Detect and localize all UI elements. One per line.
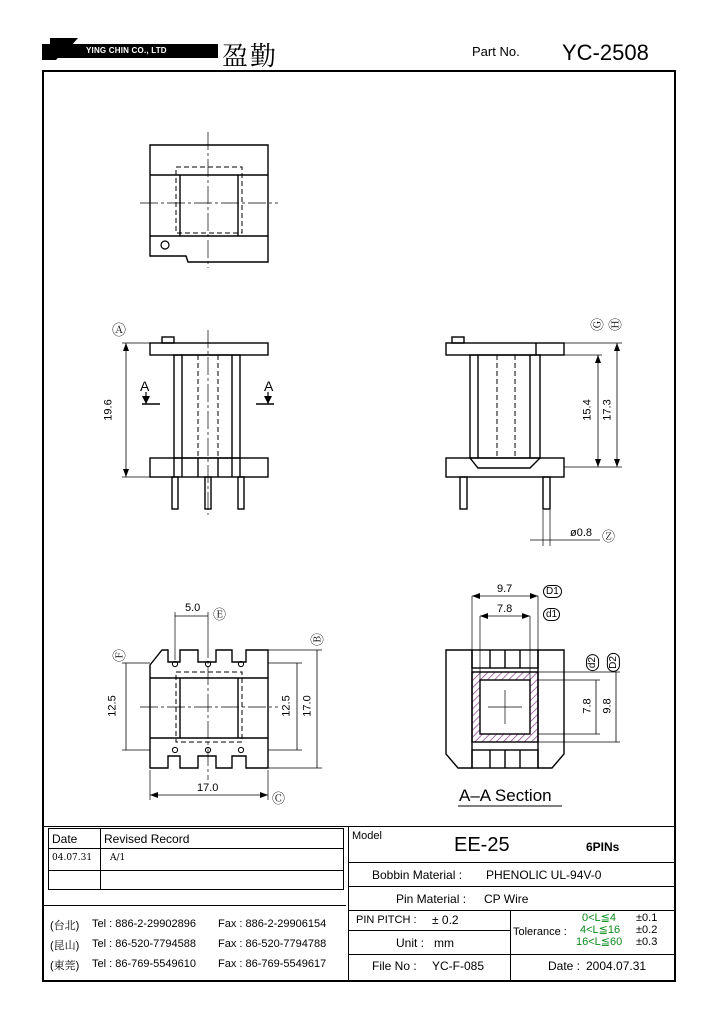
bobbin-material-label: Bobbin Material : bbox=[372, 868, 463, 882]
unit-value: mm bbox=[434, 936, 454, 950]
revision-record-header: Revised Record bbox=[104, 832, 190, 846]
pin-material-label: Pin Material : bbox=[396, 892, 467, 906]
mark-d2-lower: d2 bbox=[586, 654, 599, 671]
dim-17-0-horizontal: 17.0 bbox=[197, 782, 219, 794]
date-label: Date : bbox=[548, 959, 581, 973]
unit-label: Unit : bbox=[396, 936, 425, 950]
company-name-en: YING CHIN CO., LTD bbox=[48, 44, 218, 58]
mark-e: Ⓔ bbox=[213, 607, 227, 622]
contact-taipei-fax: Fax : 886-2-29906154 bbox=[218, 918, 327, 930]
pin-material: CP Wire bbox=[484, 892, 529, 906]
mark-d2-upper: D2 bbox=[607, 653, 620, 672]
mark-f: Ⓕ bbox=[112, 648, 128, 663]
dim-7-8-vertical: 7.8 bbox=[581, 698, 594, 714]
tolerance-range-1: 0<L≦4 bbox=[582, 912, 616, 924]
tolerance-value-3: ±0.3 bbox=[636, 936, 658, 948]
tolerance-value-2: ±0.2 bbox=[636, 924, 658, 936]
part-number: YC-2508 bbox=[562, 40, 649, 65]
section-arrow-left: A bbox=[140, 378, 150, 394]
dim-9-7: 9.7 bbox=[497, 583, 513, 595]
dim-17-3: 17.3 bbox=[601, 399, 614, 421]
revision-date-header: Date bbox=[52, 832, 78, 846]
tolerance-range-2: 4<L≦16 bbox=[580, 924, 621, 936]
section-view bbox=[446, 596, 620, 806]
part-number-label: Part No. bbox=[472, 44, 520, 59]
revision-table bbox=[48, 828, 344, 890]
mark-b: Ⓑ bbox=[310, 632, 326, 647]
file-number-label: File No : bbox=[372, 959, 417, 973]
dim-17-0-vertical: 17.0 bbox=[301, 695, 314, 717]
model-label: Model bbox=[352, 830, 382, 842]
contact-taipei-tel: Tel : 886-2-29902896 bbox=[92, 918, 196, 930]
contact-kunshan-tel: Tel : 86-520-7794588 bbox=[92, 938, 196, 950]
bobbin-material: PHENOLIC UL-94V-0 bbox=[486, 868, 602, 882]
contact-dongguan-place: (東莞) bbox=[50, 960, 80, 972]
dim-12-5-right: 12.5 bbox=[280, 695, 293, 717]
file-number: YC-F-085 bbox=[432, 959, 485, 973]
model-value: EE-25 bbox=[454, 834, 510, 856]
contact-taipei-place: (台北) bbox=[50, 920, 80, 932]
dim-pin-diameter: ø0.8 bbox=[570, 527, 593, 539]
tolerance-label: Tolerance : bbox=[513, 926, 567, 938]
revision-row-date: 04.07.31 bbox=[52, 853, 93, 863]
contact-kunshan-fax: Fax : 86-520-7794788 bbox=[218, 938, 327, 950]
contact-dongguan-fax: Fax : 86-769-5549617 bbox=[218, 958, 327, 970]
mark-d1-upper: D1 bbox=[543, 585, 562, 598]
company-name-zh: 盈勤 bbox=[222, 42, 279, 72]
side-view bbox=[446, 337, 622, 546]
pin-count: 6PINs bbox=[586, 840, 620, 854]
dim-5-0: 5.0 bbox=[185, 602, 201, 614]
mark-c: Ⓒ bbox=[272, 791, 286, 806]
dim-15-4: 15.4 bbox=[581, 399, 594, 421]
section-arrow-right: A bbox=[264, 378, 274, 394]
mark-d1-lower: d1 bbox=[543, 608, 560, 621]
date-value: 2004.07.31 bbox=[586, 959, 647, 973]
front-view bbox=[122, 330, 274, 515]
pin-pitch-label: PIN PITCH : bbox=[356, 914, 417, 926]
section-title: A–A Section bbox=[459, 786, 552, 805]
mark-g: Ⓖ bbox=[590, 317, 606, 332]
mark-h: Ⓗ bbox=[608, 317, 624, 332]
tolerance-range-3: 16<L≦60 bbox=[576, 936, 623, 948]
tolerance-value-1: ±0.1 bbox=[636, 912, 658, 924]
top-view bbox=[140, 132, 278, 268]
dim-9-8: 9.8 bbox=[601, 698, 614, 714]
mark-z: Ⓩ bbox=[602, 529, 616, 544]
dim-19-6: 19.6 bbox=[102, 399, 115, 421]
dim-7-8-horizontal: 7.8 bbox=[497, 603, 513, 615]
mark-a: Ⓐ bbox=[112, 322, 126, 338]
pin-pitch: ± 0.2 bbox=[432, 913, 459, 927]
contact-kunshan-place: (昆山) bbox=[50, 940, 80, 952]
contact-dongguan-tel: Tel : 86-769-5549610 bbox=[92, 958, 196, 970]
dim-12-5-left: 12.5 bbox=[106, 695, 119, 717]
revision-row-record: A/1 bbox=[110, 853, 126, 863]
